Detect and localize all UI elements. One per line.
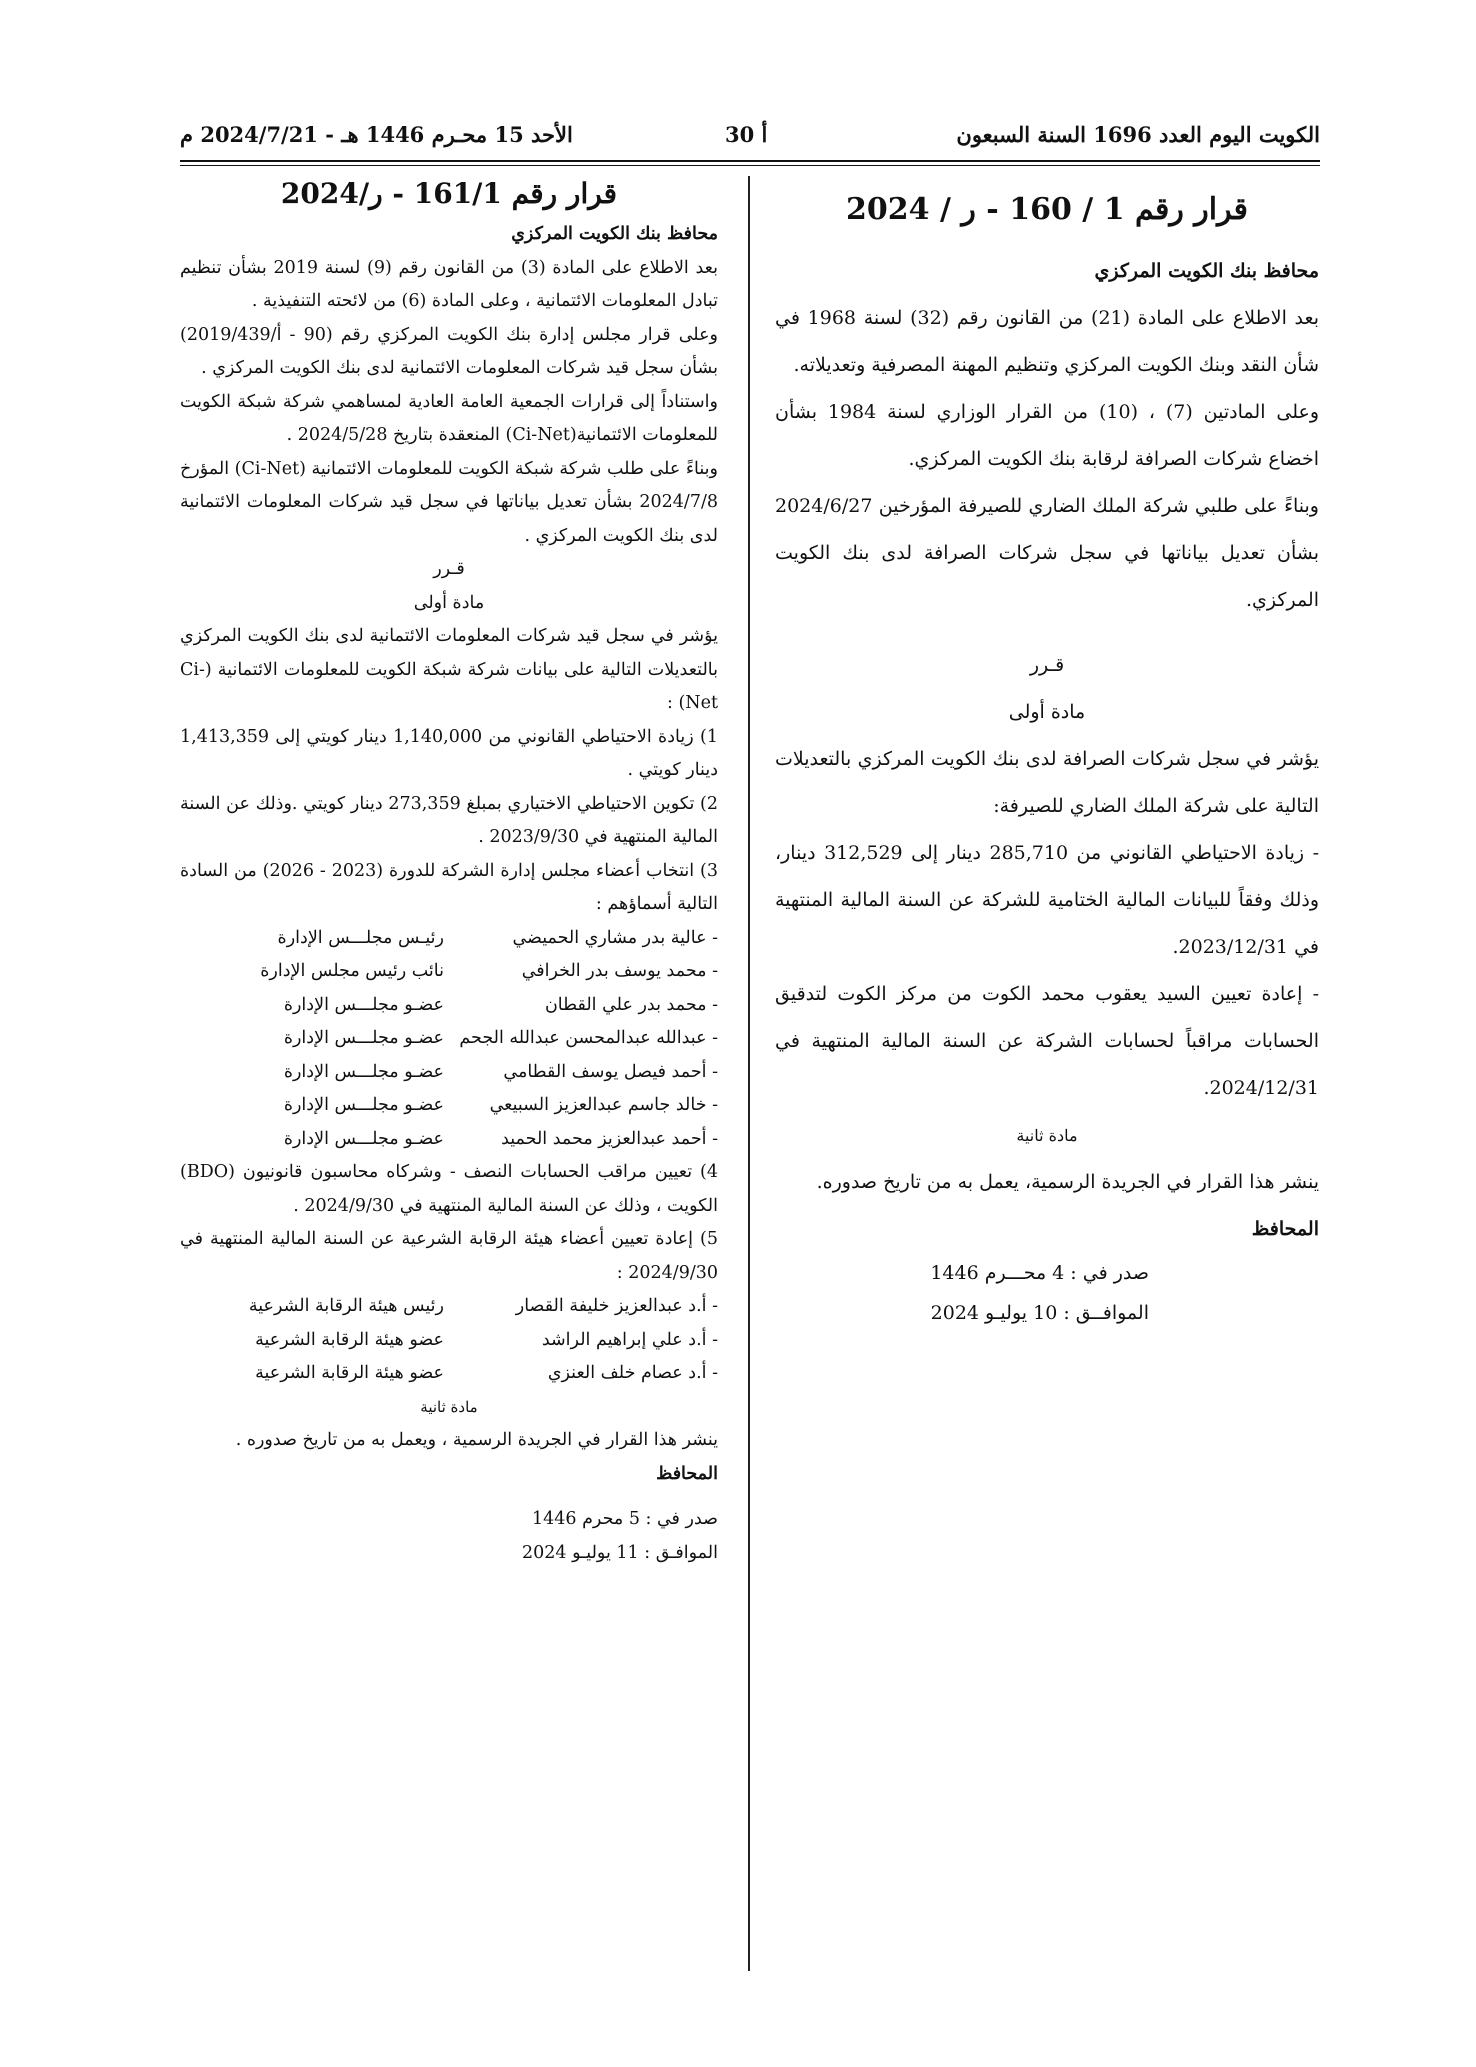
amendment-item: 1) زيادة الاحتياطي القانوني من 1,140,000 دينار كويتي إلى 1,413,359 دينار كويتي . (180, 726, 718, 780)
signature: المحافظ (1251, 1218, 1319, 1240)
signature: المحافظ (656, 1463, 718, 1484)
member-role: نائب رئيس مجلس الإدارة (260, 961, 444, 981)
member-role: عضو هيئة الرقابة الشرعية (255, 1329, 444, 1350)
decision-title: قرار رقم 161/1 - ر/2024 (280, 177, 618, 210)
member-name: - أحمد فيصل يوسف القطامي (503, 1061, 718, 1082)
preamble-paragraph: وعلى قرار مجلس إدارة بنك الكويت المركزي رقم (90 - أ/2019/439) بشأن سجل قيد شركات المعلومات الائتمانية لدى بنك الكويت المركزي . (180, 324, 718, 378)
preamble-paragraph: واستناداً إلى قرارات الجمعية العامة العادية لمساهمي شركة شبكة الكويت للمعلومات الائتمانية(Ci-Net) المنعقدة بتاريخ 2024/5/28 . (180, 391, 718, 445)
amendment-item: 2) تكوين الاحتياطي الاختياري بمبلغ 273,359 دينار كويتي .وذلك عن السنة المالية المنتهية في 2023/9/30 . (180, 793, 718, 847)
header-issue: الكويت اليوم العدد 1696 السنة السبعون (956, 122, 1320, 147)
header-divider-thin (180, 165, 1320, 166)
preamble-paragraph: بعد الاطلاع على المادة (21) من القانون رقم (32) لسنة 1968 في شأن النقد وبنك الكويت المركزي وتنظيم المهنة المصرفية وتعديلاته. (775, 307, 1319, 376)
page-header (180, 118, 1320, 154)
member-role: رئيس هيئة الرقابة الشرعية (248, 1296, 444, 1316)
member-name: - عبدالله عبدالمحسن عبدالله الجحم (459, 1028, 718, 1048)
member-name: - محمد يوسف بدر الخرافي (521, 961, 718, 981)
header-divider (180, 160, 1320, 162)
member-name: - أحمد عبدالعزيز محمد الحميد (501, 1128, 718, 1149)
member-name: - خالد جاسم عبدالعزيز السبيعي (489, 1095, 718, 1115)
issued-date: صدر في : 5 محرم 1446 (531, 1509, 718, 1529)
preamble-paragraph: وعلى المادتين (7) ، (10) من القرار الوزاري لسنة 1984 بشأن اخضاع شركات الصرافة لرقابة بنك الكويت المركزي. (775, 401, 1319, 470)
amendment-item: 5) إعادة تعيين أعضاء هيئة الرقابة الشرعية عن السنة المالية المنتهية في 2024/9/30 : (180, 1229, 718, 1283)
member-role: عضـو مجلـــس الإدارة (283, 1095, 444, 1115)
article-text: يؤشر في سجل قيد شركات المعلومات الائتمانية لدى بنك الكويت المركزي بالتعديلات التالية على بيانات شركة شبكة الكويت للمعلومات الائتمانية (Ci-Net) : (180, 626, 718, 713)
decision-issuer: محافظ بنك الكويت المركزي (1094, 260, 1319, 282)
amendment-item: 4) تعيين مراقب الحسابات النصف - وشركاه محاسبون قانونيون (BDO) الكويت ، وذلك عن السنة المالية المنتهية في 2024/9/30 . (180, 1162, 718, 1216)
member-role: عضـو مجلـــس الإدارة (283, 1128, 444, 1149)
header-page-number: أ 30 (725, 122, 768, 147)
article-heading: مادة أولى (1008, 701, 1086, 723)
sharia-board-list (180, 1290, 718, 1391)
member-name: - محمد بدر علي القطان (544, 994, 718, 1015)
issued-date: صدر في : 4 محـــرم 1446 (930, 1262, 1149, 1284)
header-date: الأحد 15 محـرم 1446 هـ - 2024/7/21 م (180, 122, 573, 147)
preamble-paragraph: بعد الاطلاع على المادة (3) من القانون رقم (9) لسنة 2019 بشأن تنظيم تبادل المعلومات الائتمانية ، وعلى المادة (6) من لائحته التنفيذية . (180, 257, 718, 311)
amendment-item: 3) انتخاب أعضاء مجلس إدارة الشركة للدورة (2023 - 2026) من السادة التالية أسماؤهم : (180, 860, 718, 914)
member-name: - أ.د عصام خلف العنزي (547, 1363, 718, 1383)
column-divider (748, 176, 750, 1971)
article-text: ينشر هذا القرار في الجريدة الرسمية، يعمل به من تاريخ صدوره. (816, 1171, 1319, 1193)
member-role: رئيـس مجلـــس الإدارة (277, 927, 444, 948)
member-name: - أ.د علي إبراهيم الراشد (541, 1329, 718, 1350)
article-text: يؤشر في سجل شركات الصرافة لدى بنك الكويت المركزي بالتعديلات التالية على شركة الملك الضاري للصيرفة: (775, 748, 1319, 817)
corresponding-date: الموافــق : 10 يوليـو 2024 (930, 1302, 1149, 1324)
member-role: عضو هيئة الرقابة الشرعية (255, 1363, 444, 1383)
decision-160-column (775, 180, 1319, 1333)
article-heading: مادة ثانية (1016, 1126, 1078, 1145)
article-heading: مادة أولى (413, 592, 485, 613)
decided-heading: قـرر (433, 559, 465, 579)
amendment-item: - زيادة الاحتياطي القانوني من 285,710 دينار إلى 312,529 دينار، وذلك وفقاً للبيانات المالية الختامية للشركة عن السنة المالية المنتهية في 2023/12/31. (775, 842, 1319, 958)
member-name: - أ.د عبدالعزيز خليفة القصار (515, 1296, 718, 1316)
member-name: - عالية بدر مشاري الحميضي (512, 927, 718, 948)
member-role: عضـو مجلـــس الإدارة (283, 1061, 444, 1082)
board-members-list (180, 922, 718, 1157)
preamble-paragraph: وبناءً على طلبي شركة الملك الضاري للصيرفة المؤرخين 2024/6/27 بشأن تعديل بياناتها في سجل شركات الصرافة لدى بنك الكويت المركزي. (775, 495, 1319, 611)
article-heading: مادة ثانية (420, 1397, 478, 1416)
decision-issuer: محافظ بنك الكويت المركزي (511, 224, 718, 244)
member-role: عضـو مجلـــس الإدارة (283, 994, 444, 1015)
article-text: ينشر هذا القرار في الجريدة الرسمية ، ويعمل به من تاريخ صدوره . (235, 1430, 718, 1450)
corresponding-date: الموافـق : 11 يوليـو 2024 (522, 1542, 718, 1563)
decision-161-column (180, 170, 718, 1570)
preamble-paragraph: وبناءً على طلب شركة شبكة الكويت للمعلومات الائتمانية (Ci-Net) المؤرخ 2024/7/8 بشأن تعديل بياناتها في سجل قيد شركات المعلومات الائتمانية لدى بنك الكويت المركزي . (180, 458, 718, 546)
decision-title: قرار رقم 1 / 160 - ر / 2024 (846, 192, 1248, 227)
amendment-item: - إعادة تعيين السيد يعقوب محمد الكوت من مركز الكوت لتدقيق الحسابات مراقباً لحسابات الشركة عن السنة المالية المنتهية في 2024/12/31. (775, 983, 1319, 1099)
member-role: عضـو مجلـــس الإدارة (283, 1028, 444, 1048)
decided-heading: قـرر (1029, 654, 1065, 676)
